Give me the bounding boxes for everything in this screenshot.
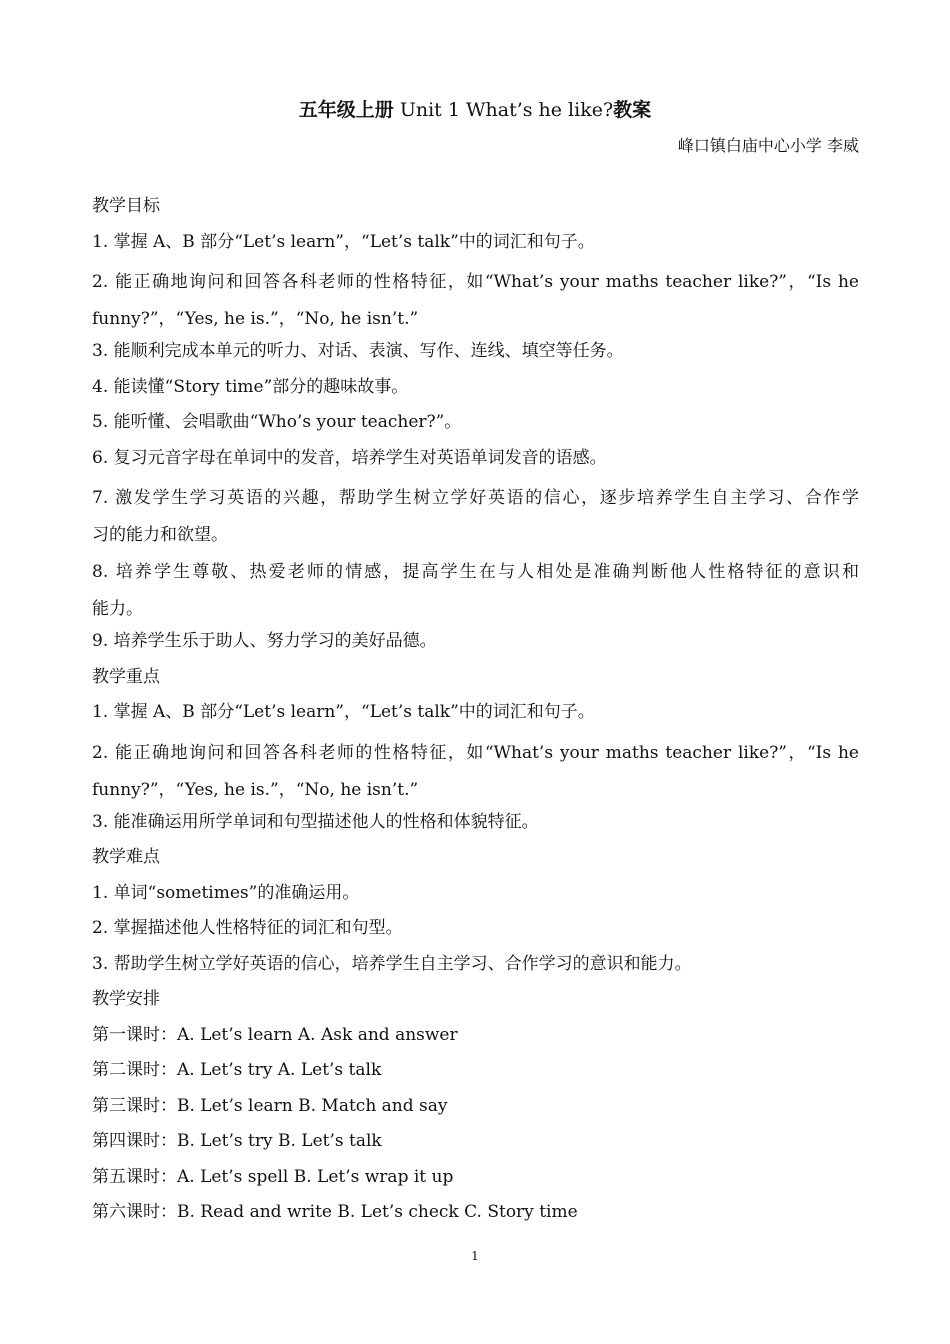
schedule-item: 第二课时：A. Let’s try A. Let’s talk bbox=[92, 1060, 382, 1080]
goal-item bbox=[92, 480, 859, 554]
schedule-item: 第四课时：B. Let’s try B. Let’s talk bbox=[92, 1131, 382, 1151]
goal-item: 1. 掌握 A、B 部分“Let’s learn”，“Let’s talk”中的词汇和句子。 bbox=[92, 231, 595, 252]
title-grade: 五年级上册 bbox=[298, 99, 394, 121]
goal-item-line: 7. 激发学生学习英语的兴趣，帮助学生树立学好英语的信心，逐步培养学生自主学习、合作学 bbox=[92, 488, 859, 508]
goal-item-line: 2. 能正确地询问和回答各科老师的性格特征，如“What’s your maths teacher like?”，“Is he bbox=[92, 272, 859, 292]
document-title bbox=[0, 96, 950, 124]
schedule-item: 第五课时：A. Let’s spell B. Let’s wrap it up bbox=[92, 1166, 454, 1187]
document-body bbox=[92, 193, 859, 1235]
section-heading-difficulties: 教学难点 bbox=[92, 847, 160, 867]
goal-item: 6. 复习元音字母在单词中的发音，培养学生对英语单词发音的语感。 bbox=[92, 447, 607, 468]
key-point-item: 1. 掌握 A、B 部分“Let’s learn”，“Let’s talk”中的词汇和句子。 bbox=[92, 702, 595, 722]
page-number: 1 bbox=[471, 1249, 479, 1263]
key-point-item-line: 2. 能正确地询问和回答各科老师的性格特征，如“What’s your maths teacher like?”，“Is he bbox=[92, 742, 859, 763]
difficulty-item: 2. 掌握描述他人性格特征的词汇和句型。 bbox=[92, 918, 403, 938]
title-suffix: 教案 bbox=[613, 99, 652, 121]
goal-item bbox=[92, 264, 859, 338]
schedule-item: 第六课时：B. Read and write B. Let’s check C. Story time bbox=[92, 1202, 578, 1222]
goal-item-line: 8. 培养学生尊敬、热爱老师的情感，提高学生在与人相处是准确判断他人性格特征的意识和 bbox=[92, 562, 859, 582]
goal-item-line: 能力。 bbox=[92, 599, 143, 619]
difficulty-item: 3. 帮助学生树立学好英语的信心，培养学生自主学习、合作学习的意识和能力。 bbox=[92, 953, 692, 974]
goal-item-line: funny?”，“Yes, he is.”，“No, he isn’t.” bbox=[92, 309, 419, 329]
key-point-item bbox=[92, 735, 859, 809]
key-point-item-line: funny?”，“Yes, he is.”，“No, he isn’t.” bbox=[92, 779, 419, 800]
section-heading-schedule: 教学安排 bbox=[92, 989, 160, 1009]
goal-item: 5. 能听懂、会唱歌曲“Who’s your teacher?”。 bbox=[92, 412, 462, 432]
key-point-item: 3. 能准确运用所学单词和句型描述他人的性格和体貌特征。 bbox=[92, 811, 539, 832]
goal-item: 9. 培养学生乐于助人、努力学习的美好品德。 bbox=[92, 631, 437, 651]
schedule-item: 第三课时：B. Let’s learn B. Match and say bbox=[92, 1095, 448, 1116]
section-heading-goals: 教学目标 bbox=[92, 196, 160, 216]
schedule-item: 第一课时：A. Let’s learn A. Ask and answer bbox=[92, 1024, 458, 1045]
goal-item: 3. 能顺利完成本单元的听力、对话、表演、写作、连线、填空等任务。 bbox=[92, 341, 624, 361]
goal-item: 4. 能读懂“Story time”部分的趣味故事。 bbox=[92, 376, 409, 397]
section-heading-key-points: 教学重点 bbox=[92, 666, 160, 687]
title-unit: Unit 1 What’s he like? bbox=[393, 99, 614, 121]
goal-item-line: 习的能力和欲望。 bbox=[92, 525, 228, 545]
difficulty-item: 1. 单词“sometimes”的准确运用。 bbox=[92, 882, 360, 903]
author-line: 峰口镇白庙中心小学 李威 bbox=[677, 136, 859, 155]
goal-item bbox=[92, 554, 859, 628]
